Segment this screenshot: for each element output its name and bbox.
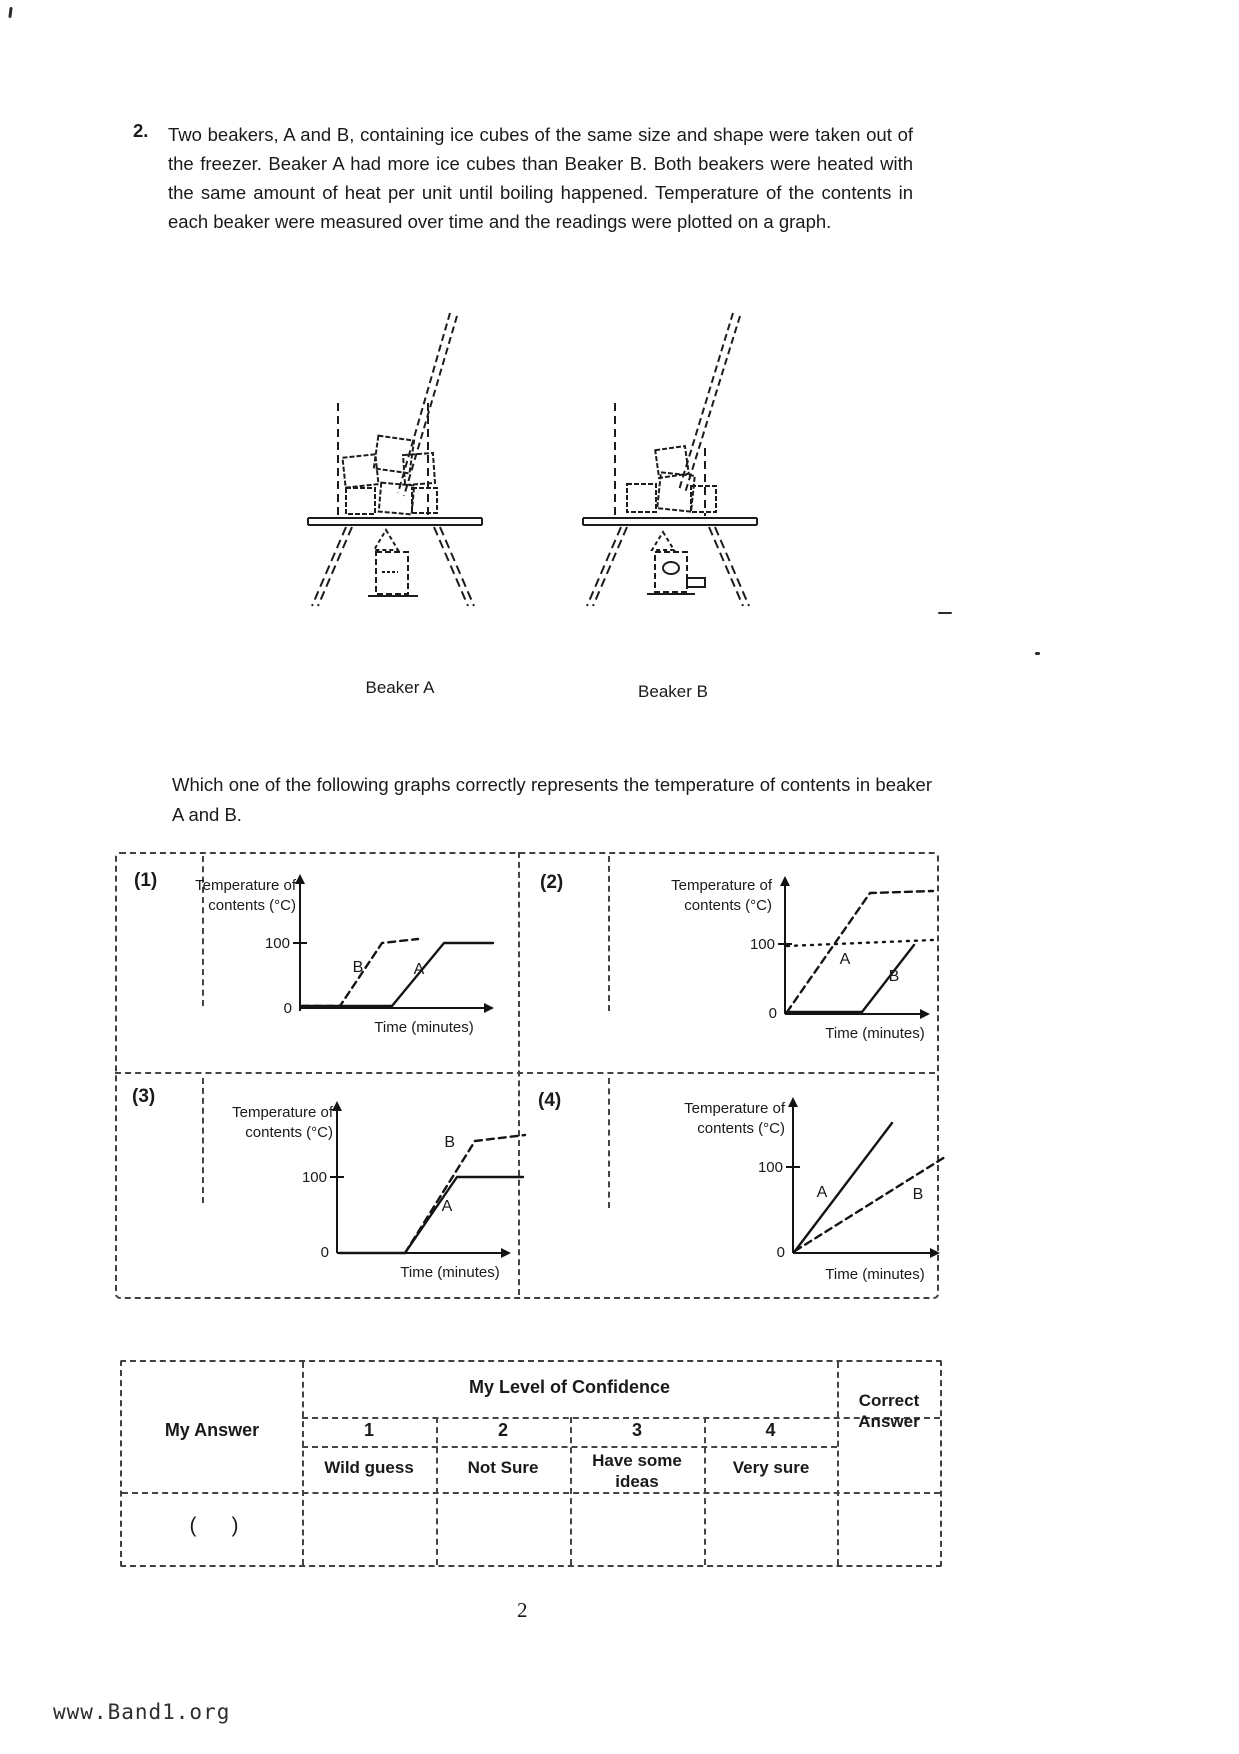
scan-artifact — [938, 612, 952, 614]
scan-artifact — [1035, 652, 1040, 655]
y-axis-title-line1: Temperature of — [684, 1100, 785, 1117]
option-label-1: (1) — [134, 870, 158, 891]
curve-a — [302, 943, 493, 1006]
table-divider — [302, 1446, 837, 1448]
level-1-label: Wild guess — [324, 1458, 414, 1477]
scan-artifact — [8, 7, 12, 18]
curve-a-label: A — [839, 951, 851, 968]
y-tick-label: 100 — [264, 935, 290, 952]
x-axis-title: Time (minutes) — [825, 1025, 925, 1042]
y-axis-arrow — [788, 1097, 798, 1107]
confidence-title: My Level of Confidence — [468, 1377, 671, 1397]
beaker-a-figure — [300, 298, 495, 613]
curve-a-label: A — [413, 961, 425, 978]
curve-b-label: B — [352, 959, 364, 976]
tripod-leg — [312, 527, 352, 606]
option-label-4: (4) — [538, 1090, 562, 1111]
y-axis-title-line2: contents (°C) — [208, 897, 296, 914]
y-axis-title-line1: Temperature of — [195, 877, 296, 894]
tripod-leg — [709, 527, 749, 606]
question-number: 2. — [133, 120, 149, 141]
burner-icon — [647, 532, 705, 594]
curve-a — [795, 1123, 892, 1251]
curve-b-label: B — [888, 968, 900, 985]
tripod-leg — [587, 527, 627, 606]
page-number: 2 — [517, 1598, 528, 1622]
origin-label: 0 — [776, 1244, 785, 1261]
question-prompt: Which one of the following graphs correctly represents the temperature of contents in beaker A and B. — [172, 774, 932, 825]
origin-label: 0 — [320, 1244, 329, 1261]
y-axis-title-line2: contents (°C) — [684, 897, 772, 914]
tripod-plate — [308, 518, 482, 525]
curve-b — [405, 1135, 525, 1253]
level-3-number: 3 — [631, 1420, 642, 1440]
graph-box-divider-horizontal — [115, 1072, 935, 1074]
option-label-3: (3) — [132, 1086, 156, 1107]
question-body: Two beakers, A and B, containing ice cubes of the same size and shape were taken out of the freezer. Beaker A had more ice cubes than Beaker B. Both beakers were heated with the same amount of heat per unit until boiling happened. Temperature of the contents in each beaker were measured over time and the readings were plotted on a graph. — [168, 124, 913, 232]
curve-a-label: A — [441, 1198, 453, 1215]
y-axis-arrow — [780, 876, 790, 886]
ice-cubes — [343, 436, 437, 515]
graph-3 — [165, 1083, 535, 1283]
y-axis-arrow — [332, 1101, 342, 1111]
watermark: www.Band1.org — [53, 1700, 231, 1724]
y-axis-title-line1: Temperature of — [232, 1104, 333, 1121]
graph-2 — [550, 866, 940, 1056]
x-axis-title: Time (minutes) — [374, 1019, 474, 1036]
confidence-table — [120, 1360, 942, 1567]
y-axis-title-line2: contents (°C) — [697, 1120, 785, 1137]
level-4-label: Very sure — [732, 1458, 810, 1477]
correct-answer-header: Correct Answer — [858, 1391, 920, 1431]
level-2-number: 2 — [497, 1420, 508, 1440]
table-divider — [122, 1492, 940, 1494]
beaker-b-label: Beaker B — [638, 682, 708, 701]
graph-4 — [560, 1083, 950, 1288]
y-axis-arrow — [295, 874, 305, 884]
beaker-b-figure — [575, 298, 770, 613]
tripod-leg — [434, 527, 474, 606]
y-tick-label: 100 — [749, 936, 775, 953]
my-answer-cell: ( ) — [189, 1514, 239, 1537]
level-3-label: Have some ideas — [592, 1451, 682, 1491]
x-axis-arrow — [501, 1248, 511, 1258]
curve-b-label: B — [444, 1134, 455, 1151]
x-axis-arrow — [930, 1248, 940, 1258]
level-4-number: 4 — [765, 1420, 776, 1440]
y-axis-title-line1: Temperature of — [671, 877, 772, 894]
y-axis-title-line2: contents (°C) — [245, 1124, 333, 1141]
beaker-a-label: Beaker A — [365, 678, 435, 697]
curve-a — [787, 891, 933, 1012]
origin-label: 0 — [283, 1000, 292, 1017]
x-axis-title: Time (minutes) — [400, 1264, 500, 1281]
my-answer-header: My Answer — [164, 1420, 260, 1440]
level-1-number: 1 — [363, 1420, 374, 1440]
y-tick-label: 100 — [301, 1169, 327, 1186]
origin-label: 0 — [768, 1005, 777, 1022]
level-2-label: Not Sure — [467, 1458, 539, 1477]
burner-icon — [368, 530, 418, 596]
reference-100-line — [787, 940, 933, 946]
tripod-plate — [583, 518, 757, 525]
x-axis-title: Time (minutes) — [825, 1266, 925, 1283]
curve-b-label: B — [912, 1186, 924, 1203]
curve-a-label: A — [816, 1184, 828, 1201]
x-axis-arrow — [484, 1003, 494, 1013]
y-tick-label: 100 — [757, 1159, 783, 1176]
graph-1 — [160, 866, 510, 1051]
x-axis-arrow — [920, 1009, 930, 1019]
curve-a — [339, 1177, 523, 1253]
ice-cubes — [627, 446, 716, 512]
curve-b — [795, 1157, 945, 1251]
option-label-2: (2) — [540, 872, 564, 893]
